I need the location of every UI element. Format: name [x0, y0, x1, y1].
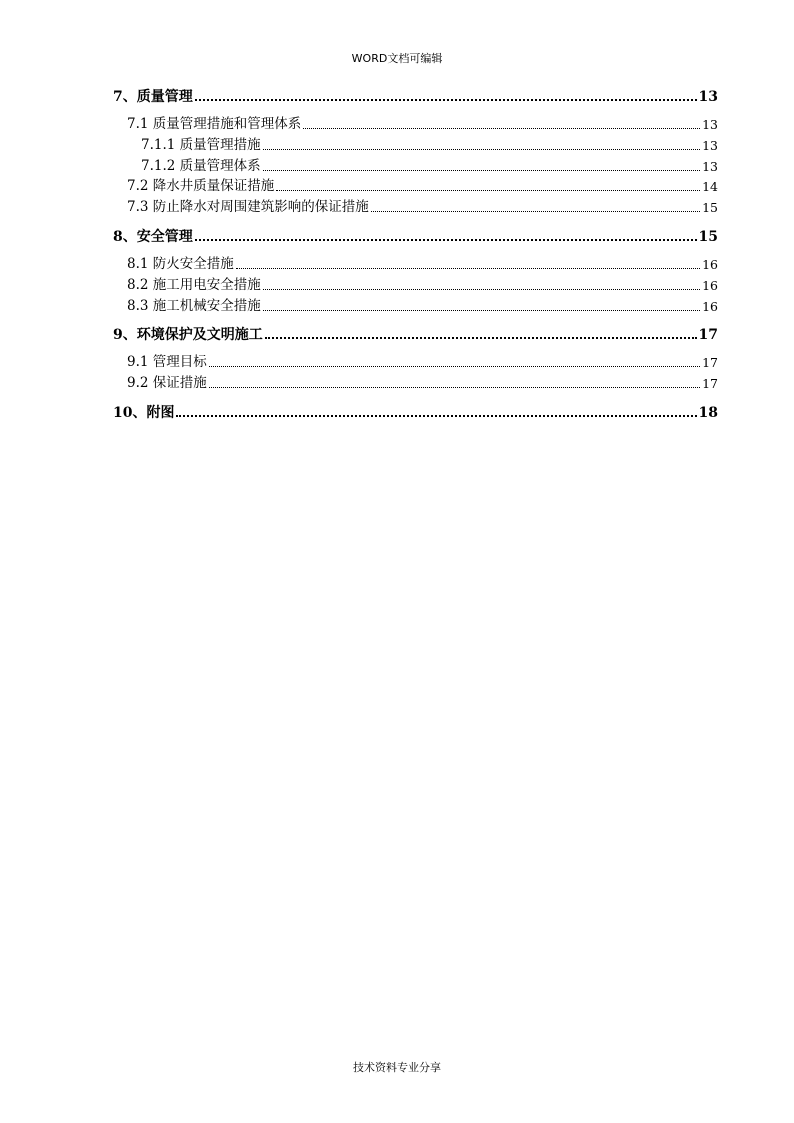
- toc-entry-7-2[interactable]: [127, 180, 718, 194]
- toc-entry-label: 8.2 施工用电安全措施: [127, 277, 261, 293]
- toc-page-number: 16: [702, 278, 718, 293]
- toc-entry-7-1-2[interactable]: [141, 160, 718, 174]
- toc-page-number: 17: [702, 376, 718, 391]
- toc-entry-7[interactable]: [113, 90, 718, 104]
- dot-leader: [263, 309, 700, 311]
- dot-leader: [195, 238, 697, 241]
- toc-page-number: 15: [702, 200, 718, 215]
- toc-entry-label: 7.1.1 质量管理措施: [141, 137, 261, 153]
- toc-entry-8-2[interactable]: [127, 279, 718, 293]
- toc-page-number: 17: [698, 327, 718, 343]
- dot-leader: [176, 414, 696, 417]
- toc-entry-7-1-1[interactable]: [141, 139, 718, 153]
- toc-entry-label: 7.2 降水井质量保证措施: [127, 178, 275, 194]
- toc-entry-8-3[interactable]: [127, 300, 718, 314]
- toc-entry-label: 8、安全管理: [113, 229, 193, 245]
- dot-leader: [236, 267, 700, 269]
- toc-entry-label: 9、环境保护及文明施工: [113, 327, 263, 343]
- dot-leader: [371, 210, 700, 212]
- dot-leader: [263, 148, 700, 150]
- toc-entry-label: 7.3 防止降水对周围建筑影响的保证措施: [127, 199, 369, 215]
- toc-entry-label: 9.1 管理目标: [127, 354, 207, 370]
- toc-page-number: 15: [698, 229, 718, 245]
- toc-entry-9[interactable]: [113, 328, 718, 342]
- toc-page-number: 13: [702, 159, 718, 174]
- toc-entry-7-1[interactable]: [127, 118, 718, 132]
- dot-leader: [263, 169, 700, 171]
- toc-entry-9-1[interactable]: [127, 356, 718, 370]
- page-footer: 技术资料专业分享: [353, 1061, 441, 1074]
- dot-leader: [303, 127, 700, 129]
- toc-entry-label: 7、质量管理: [113, 89, 193, 105]
- toc-page-number: 13: [702, 117, 718, 132]
- toc-page-number: 17: [702, 355, 718, 370]
- toc-entry-label: 8.3 施工机械安全措施: [127, 298, 261, 314]
- toc-entry-7-3[interactable]: [127, 201, 718, 215]
- dot-leader: [209, 365, 700, 367]
- toc-page-number: 13: [702, 138, 718, 153]
- toc-entry-label: 9.2 保证措施: [127, 375, 207, 391]
- dot-leader: [195, 98, 697, 101]
- toc-entry-8[interactable]: [113, 230, 718, 244]
- toc-entry-label: 8.1 防火安全措施: [127, 256, 234, 272]
- dot-leader: [265, 336, 697, 339]
- toc-entry-label: 7.1.2 质量管理体系: [141, 158, 261, 174]
- dot-leader: [276, 189, 700, 191]
- dot-leader: [209, 386, 700, 388]
- toc-entry-label: 10、附图: [113, 405, 175, 421]
- toc-entry-10[interactable]: [113, 406, 718, 420]
- page-header: WORD文档可编辑: [351, 52, 443, 65]
- dot-leader: [263, 288, 700, 290]
- toc-page-number: 14: [702, 179, 718, 194]
- toc-entry-8-1[interactable]: [127, 258, 718, 272]
- toc-entry-label: 7.1 质量管理措施和管理体系: [127, 116, 302, 132]
- toc-entry-9-2[interactable]: [127, 377, 718, 391]
- toc-page-number: 16: [702, 257, 718, 272]
- toc-page-number: 13: [698, 89, 718, 105]
- toc-page-number: 18: [698, 405, 718, 421]
- toc-page-number: 16: [702, 299, 718, 314]
